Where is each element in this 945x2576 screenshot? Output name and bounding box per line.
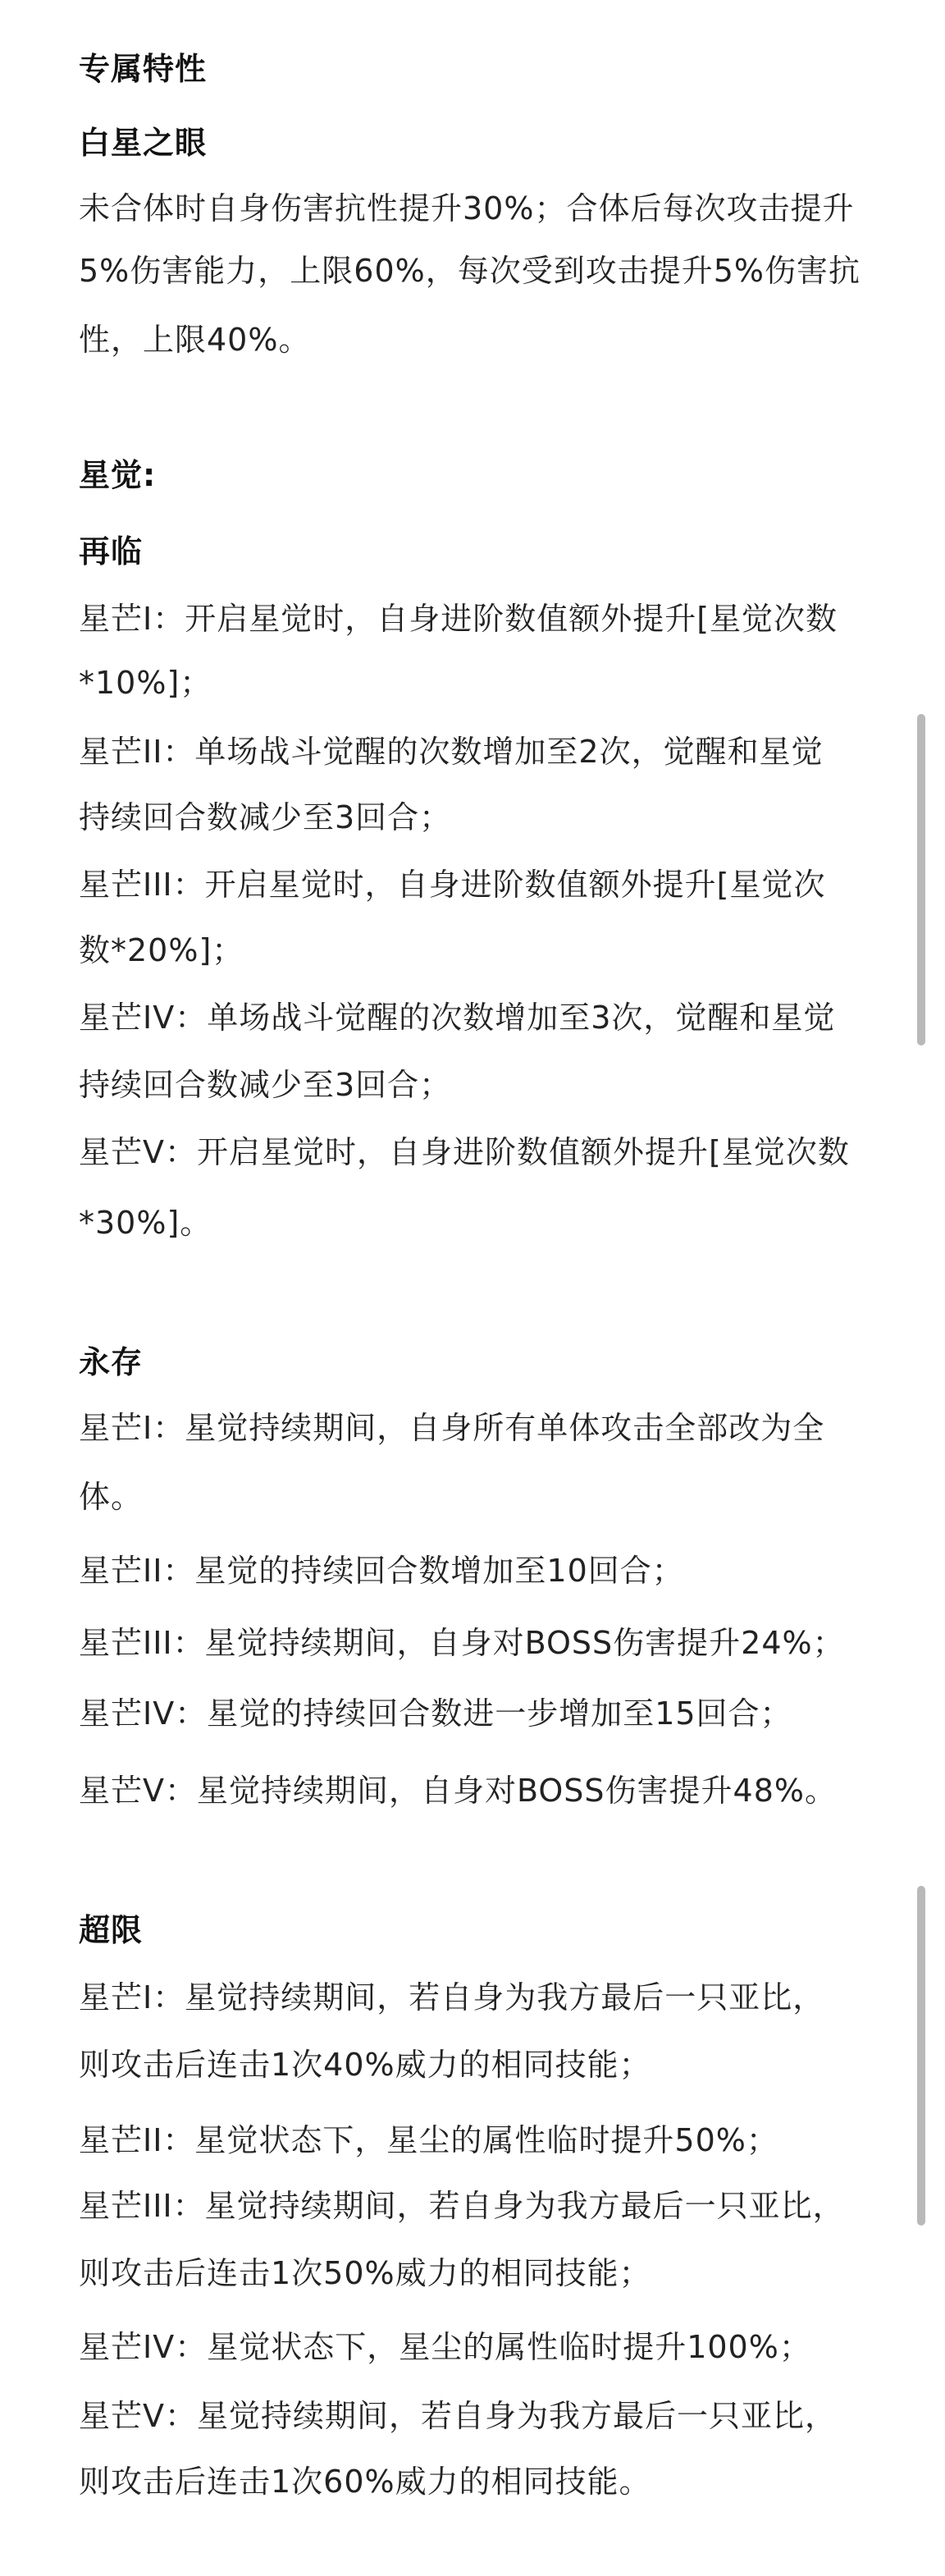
branch-title: 永存 [79,1344,144,1380]
star-item: 则攻击后连击1次50%威力的相同技能； [79,2255,651,2291]
trait-title: 白星之眼 [79,125,208,161]
star-item: 星芒V：开启星觉时，自身进阶数值额外提升[星觉次数 [79,1134,850,1170]
star-item: 星芒I：开启星觉时，自身进阶数值额外提升[星觉次数 [79,601,838,637]
star-item: 体。 [79,1479,144,1515]
trait-description: 性，上限40%。 [79,322,311,358]
star-awakening-title: 星觉: [79,457,157,493]
star-item: *10%]； [79,665,212,701]
star-item: 星芒V：星觉持续期间，若自身为我方最后一只亚比， [79,2398,837,2434]
scrollbar-thumb[interactable] [917,1886,925,2226]
scrollbar-thumb[interactable] [917,714,925,1045]
star-item: 星芒II：星觉的持续回合数增加至10回合； [79,1553,684,1589]
star-item: *30%]。 [79,1205,212,1241]
star-item: 星芒IV：星觉的持续回合数进一步增加至15回合； [79,1695,792,1732]
star-item: 星芒III：开启星觉时，自身进阶数值额外提升[星觉次 [79,867,826,903]
star-item: 星芒IV：单场战斗觉醒的次数增加至3次，觉醒和星觉 [79,1000,836,1036]
star-item: 持续回合数减少至3回合； [79,1067,452,1103]
trait-description: 未合体时自身伤害抗性提升30%；合体后每次攻击提升 [79,190,855,226]
star-item: 则攻击后连击1次40%威力的相同技能； [79,2047,651,2083]
star-item: 星芒I：星觉持续期间，自身所有单体攻击全部改为全 [79,1410,825,1446]
star-item: 持续回合数减少至3回合； [79,799,452,835]
section-title: 专属特性 [79,51,208,87]
star-item: 星芒IV：星觉状态下，星尘的属性临时提升100%； [79,2329,811,2365]
star-item: 数*20%]； [79,932,244,968]
branch-title: 超限 [79,1912,144,1948]
star-item: 星芒III：星觉持续期间，自身对BOSS伤害提升24%； [79,1625,845,1661]
star-item: 星芒V：星觉持续期间，自身对BOSS伤害提升48%。 [79,1773,838,1809]
star-item: 则攻击后连击1次60%威力的相同技能。 [79,2464,651,2500]
branch-title: 再临 [79,533,144,570]
star-item: 星芒II：单场战斗觉醒的次数增加至2次，觉醒和星觉 [79,734,824,770]
star-item: 星芒III：星觉持续期间，若自身为我方最后一只亚比， [79,2188,845,2224]
star-item: 星芒I：星觉持续期间，若自身为我方最后一只亚比， [79,1979,825,2016]
trait-description: 5%伤害能力，上限60%，每次受到攻击提升5%伤害抗 [79,253,861,289]
star-item: 星芒II：星觉状态下，星尘的属性临时提升50%； [79,2122,778,2158]
